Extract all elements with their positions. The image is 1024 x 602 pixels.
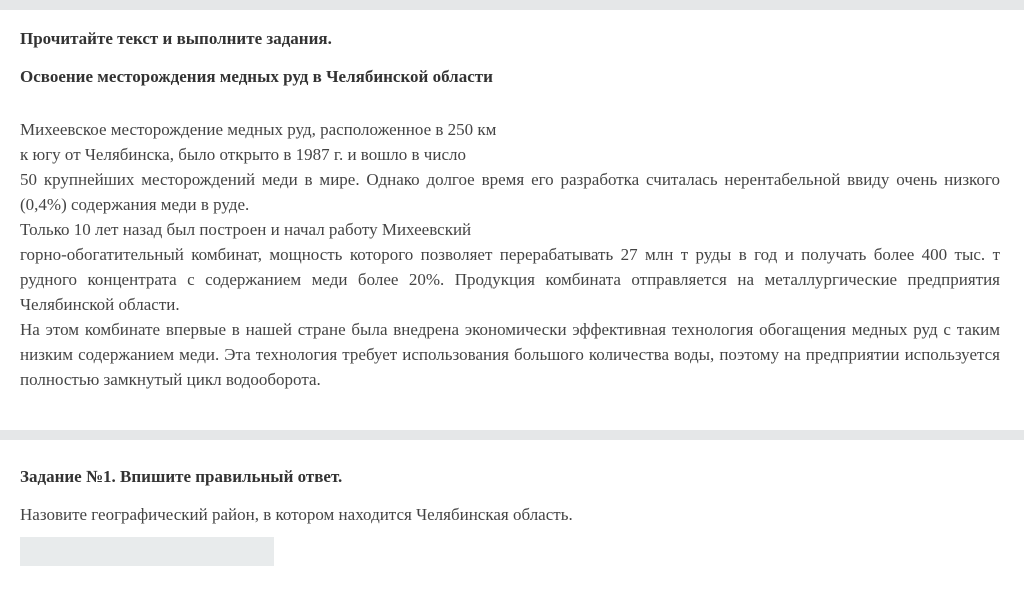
task-1-section (0, 440, 1024, 566)
article-paragraph: 50 крупнейших месторождений меди в мире. Однако долгое время его разработка считалась нерентабельной ввиду очень низкого (0,4%) содержания меди в руде. (20, 170, 1000, 214)
article-paragraph: горно-обогатительный комбинат, мощность которого позволяет перерабатывать 27 млн т руды в год и получать более 400 тыс. т рудного концентрата с содержанием меди более 20%. Продукция комбината отправляется на металлургические предприятия Челябинской области. (20, 245, 1000, 314)
task-1-answer-input[interactable] (20, 537, 274, 566)
reading-section (0, 10, 1024, 430)
reading-instruction: Прочитайте текст и выполните задания. (20, 29, 332, 48)
top-band (0, 0, 1024, 10)
section-divider (0, 430, 1024, 440)
article-line: Только 10 лет назад был построен и начал работу Михеевский (20, 220, 472, 239)
article-paragraph: На этом комбинате впервые в нашей стране была внедрена экономически эффективная технология обогащения медных руд с таким низким содержанием меди. Эта технология требует использования большого количества воды, поэтому на предприятии используется полностью замкнутый цикл водооборота. (20, 320, 1000, 389)
text-title: Освоение месторождения медных руд в Челябинской области (20, 67, 493, 86)
article-text (20, 117, 1000, 392)
article-line: Михеевское месторождение медных руд, расположенное в 250 км (20, 120, 497, 139)
task-1-title: Задание №1. Впишите правильный ответ. (20, 467, 343, 486)
article-line: к югу от Челябинска, было открыто в 1987 г. и вошло в число (20, 145, 466, 164)
task-1-question: Назовите географический район, в котором находится Челябинская область. (20, 505, 573, 524)
